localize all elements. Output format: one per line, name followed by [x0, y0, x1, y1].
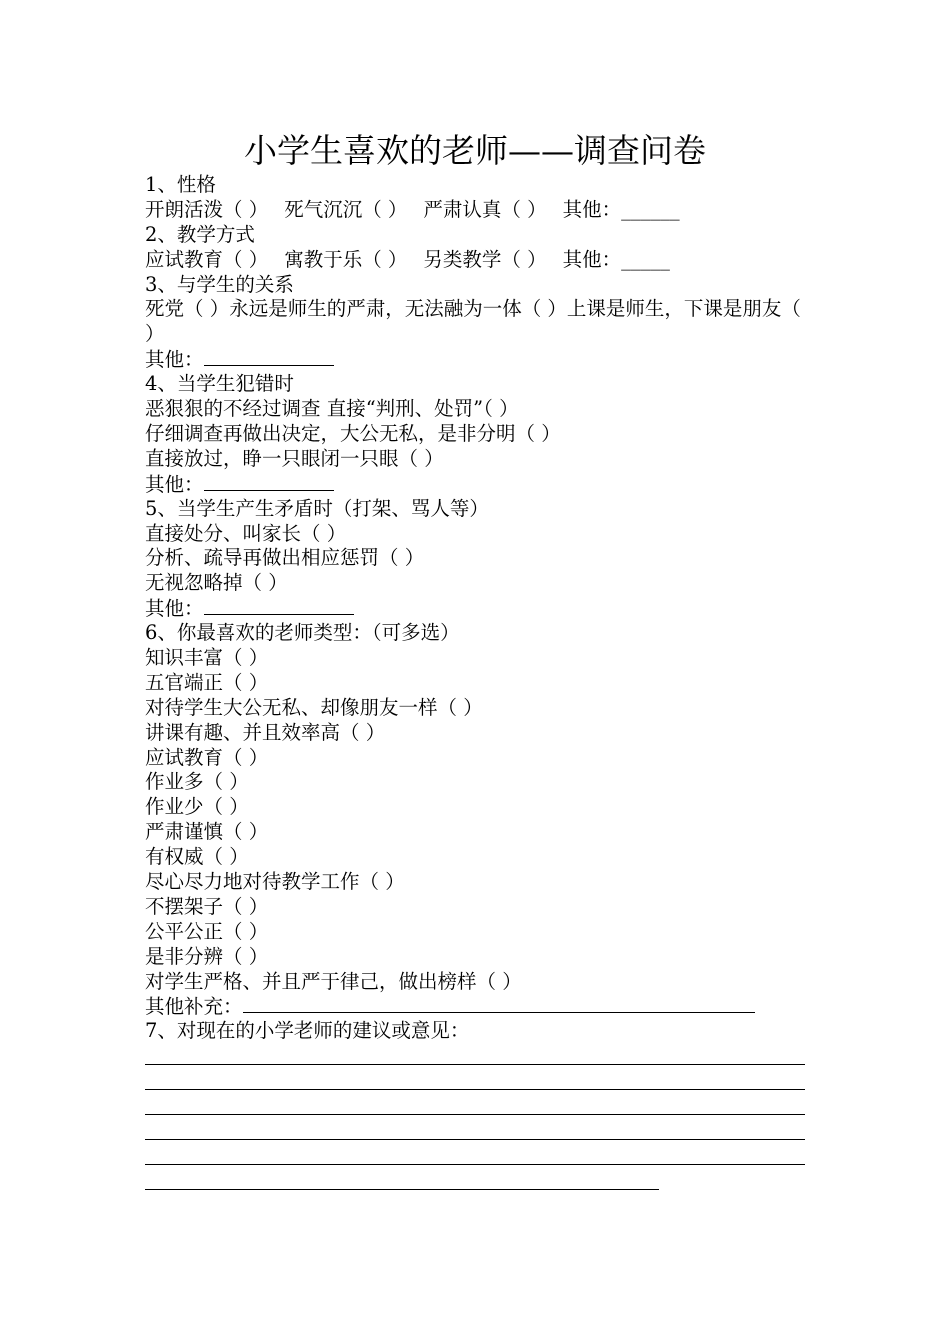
answer-line[interactable] — [145, 1069, 810, 1094]
options-row — [145, 198, 810, 223]
option-text: 是非分辨（ ） — [145, 944, 269, 968]
option-text: 作业多（ ） — [145, 770, 249, 794]
option-text: 开朗活泼（ ） — [145, 197, 269, 221]
answer-line[interactable] — [145, 1144, 810, 1169]
answer-line[interactable] — [145, 1119, 810, 1144]
option-text: 分析、疏导再做出相应惩罚（ ） — [145, 546, 425, 570]
question-heading: 6、你最喜欢的老师类型：（可多选） — [145, 621, 460, 645]
answer-blank[interactable] — [204, 472, 334, 491]
other-label: 其他： — [145, 472, 204, 496]
page-title: 小学生喜欢的老师——调查问卷 — [244, 131, 706, 170]
question-heading: 4、当学生犯错时 — [145, 372, 294, 396]
other-label: 其他补充： — [145, 995, 243, 1019]
option-text: 无视忽略掉（ ） — [145, 571, 288, 595]
option-text: 公平公正（ ） — [145, 919, 269, 943]
question-heading: 1、性格 — [145, 173, 216, 196]
other-option-text: 其他：_____ — [562, 247, 670, 271]
option-text: 不摆架子（ ） — [145, 894, 269, 918]
answer-blank[interactable] — [204, 347, 334, 366]
option-text: 对学生严格、并且严于律己，做出榜样（ ） — [145, 969, 522, 993]
option-text: 直接放过，睁一只眼闭一只眼（ ） — [145, 446, 444, 470]
option-text: 应试教育（ ） — [145, 745, 269, 769]
options-paragraph: 死党（ ）永远是师生的严肃，无法融为一体（ ）上课是师生，下课是朋友（ ） — [145, 297, 801, 346]
option-text: 严肃谨慎（ ） — [145, 820, 269, 844]
question-heading: 7、对现在的小学老师的建议或意见： — [145, 1019, 470, 1043]
questionnaire-body — [145, 173, 810, 1194]
question-heading: 2、教学方式 — [145, 222, 255, 246]
answer-line[interactable] — [145, 1044, 810, 1069]
option-text: 仔细调查再做出决定，大公无私，是非分明（ ） — [145, 421, 561, 445]
option-text: 应试教育（ ） — [145, 247, 269, 271]
option-text: 作业少（ ） — [145, 795, 249, 819]
other-row — [145, 472, 810, 497]
other-row — [145, 994, 810, 1019]
option-text: 对待学生大公无私、却像朋友一样（ ） — [145, 695, 483, 719]
option-text: 恶狠狠的不经过调查 直接“判刑、处罚”（ ） — [145, 397, 519, 421]
options-list — [145, 646, 810, 994]
answer-line[interactable] — [145, 1169, 810, 1194]
option-text: 另类教学（ ） — [423, 247, 547, 271]
option-text: 知识丰富（ ） — [145, 645, 269, 669]
question-heading: 3、与学生的关系 — [145, 272, 294, 296]
option-text: 有权威（ ） — [145, 845, 249, 869]
other-option-text: 其他：______ — [562, 197, 680, 221]
option-text: 尽心尽力地对待教学工作（ ） — [145, 869, 405, 893]
option-text: 五官端正（ ） — [145, 670, 269, 694]
option-text: 寓教于乐（ ） — [284, 247, 408, 271]
answer-blank[interactable] — [243, 994, 755, 1013]
options-row — [145, 248, 810, 273]
option-text: 直接处分、叫家长（ ） — [145, 521, 347, 545]
other-row — [145, 347, 810, 372]
answer-line[interactable] — [145, 1094, 810, 1119]
option-text: 严肃认真（ ） — [423, 197, 547, 221]
option-text: 死气沉沉（ ） — [284, 197, 408, 221]
other-row — [145, 596, 810, 621]
answer-blank[interactable] — [204, 596, 354, 615]
other-label: 其他： — [145, 348, 204, 372]
other-label: 其他： — [145, 597, 204, 621]
option-text: 讲课有趣、并且效率高（ ） — [145, 720, 386, 744]
question-heading: 5、当学生产生矛盾时（打架、骂人等） — [145, 496, 489, 520]
